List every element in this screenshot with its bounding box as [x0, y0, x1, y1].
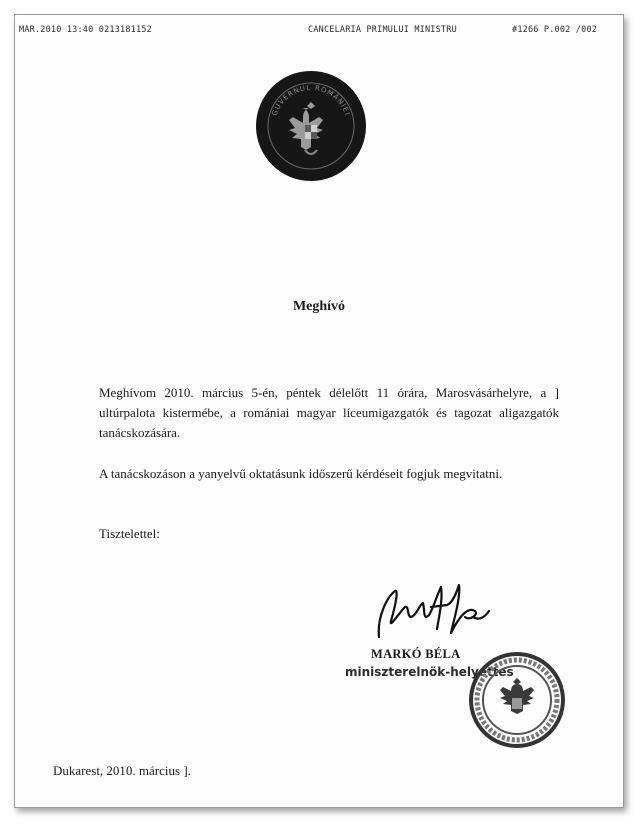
official-round-stamp-icon [463, 650, 571, 750]
document-page [14, 14, 624, 808]
closing-salutation: Tisztelettel: [99, 526, 160, 541]
emblem-text: GUVERNUL ROMÂNIEI [270, 83, 352, 117]
signer-name: MARKÓ BÉLA [371, 647, 461, 661]
fax-header-left: MAR.2010 13:40 0213181152 [19, 25, 152, 35]
paragraph-invitation: Meghívom 2010. március 5-én, péntek délelőtt 11 órára, Marosvásárhelyre, a ] ultúrpalota kistermébe, a romániai magyar líceumigazgatók és tagozat aligazgatók tanácskozására. [99, 385, 559, 440]
place-and-date: Dukarest, 2010. március ]. [53, 763, 191, 778]
document-title: Meghívó [292, 299, 346, 314]
handwritten-signature-icon [365, 577, 495, 645]
signer-role: miniszterelnök-helyettes [345, 665, 514, 679]
fax-header-right: #1266 P.002 /002 [512, 25, 598, 35]
coat-of-arms-emblem-icon [255, 70, 367, 182]
paragraph-topic: A tanácskozáson a yanyelvű oktatásunk időszerű kérdéseit fogjuk megvitatni. [99, 466, 503, 481]
fax-header [15, 25, 623, 39]
fax-header-center: CANCELARIA PRIMULUI MINISTRU [308, 25, 457, 35]
